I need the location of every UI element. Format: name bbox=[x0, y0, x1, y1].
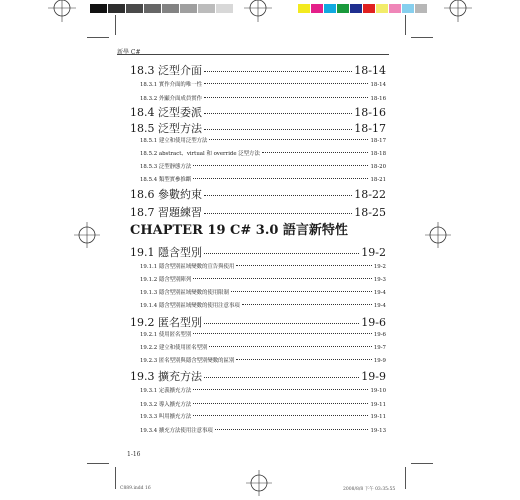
toc-entry-label: 18.4 泛型委派 bbox=[130, 106, 202, 119]
toc-leader-dots bbox=[236, 359, 372, 360]
toc-entry-label: 19.1 隱含型別 bbox=[130, 246, 202, 259]
toc-subsection-entry bbox=[130, 94, 386, 102]
toc-entry-page: 19-7 bbox=[373, 345, 386, 351]
toc-entry-label: 18.3.1 實作介面的唯一性 bbox=[140, 82, 202, 88]
toc-subsection-entry bbox=[130, 136, 386, 144]
registration-mark-top-center-icon bbox=[244, 0, 272, 22]
crop-mark bbox=[405, 15, 406, 35]
toc-entry-label: 19.1.2 隱含型別陣列 bbox=[140, 277, 192, 283]
toc-entry-page: 19-4 bbox=[373, 290, 386, 296]
toc-section-entry bbox=[130, 204, 386, 220]
toc-entry-page: 19-9 bbox=[373, 358, 386, 364]
toc-entry-page: 18-21 bbox=[370, 177, 386, 183]
registration-mark-top-left-icon bbox=[48, 0, 76, 22]
color-swatch bbox=[311, 4, 323, 13]
toc-entry-page: 19-6 bbox=[361, 316, 386, 329]
toc-entry-label: 19.2 匿名型別 bbox=[130, 316, 202, 329]
toc-entry-page: 19-6 bbox=[373, 332, 386, 338]
crop-mark bbox=[411, 37, 433, 38]
toc-entry-label: 19.3.4 擴充方法使用注意事項 bbox=[140, 428, 213, 434]
toc-section-entry bbox=[130, 314, 386, 330]
gray-swatch bbox=[90, 4, 107, 13]
toc-entry-label: 18.5.1 建立和使用泛型方法 bbox=[140, 138, 208, 144]
toc-section-18 bbox=[130, 62, 386, 220]
toc-entry-page: 19-2 bbox=[361, 246, 386, 259]
toc-entry-label: 19.3.2 導入擴充方法 bbox=[140, 402, 192, 408]
toc-entry-label: 19.3.1 定義擴充方法 bbox=[140, 388, 192, 394]
toc-leader-dots bbox=[193, 178, 368, 179]
toc-entry-label: 19.1.3 隱含型別區域變數的使用限制 bbox=[140, 290, 229, 296]
color-swatch bbox=[402, 4, 414, 13]
toc-section-19 bbox=[130, 244, 386, 444]
toc-leader-dots bbox=[209, 346, 371, 347]
toc-entry-page: 18-22 bbox=[354, 188, 386, 201]
toc-subsection-entry bbox=[130, 149, 386, 157]
running-header: 新學 C# bbox=[117, 49, 141, 56]
toc-subsection-entry bbox=[130, 343, 386, 351]
gray-swatch bbox=[162, 4, 179, 13]
toc-leader-dots bbox=[209, 139, 368, 140]
toc-section-entry bbox=[130, 104, 386, 120]
toc-entry-page: 18-16 bbox=[370, 96, 386, 102]
color-swatch bbox=[376, 4, 388, 13]
toc-entry-page: 19-9 bbox=[361, 370, 386, 383]
toc-entry-label: 19.1.1 隱含型別區域變數的宣告與使用 bbox=[140, 264, 235, 270]
header-rule bbox=[117, 54, 389, 55]
crop-mark bbox=[87, 37, 109, 38]
toc-leader-dots bbox=[204, 377, 359, 378]
color-swatch bbox=[350, 4, 362, 13]
toc-section-entry bbox=[130, 186, 386, 202]
color-swatch bbox=[389, 4, 401, 13]
toc-leader-dots bbox=[262, 152, 369, 153]
toc-subsection-entry bbox=[130, 426, 386, 434]
gray-swatch bbox=[216, 4, 233, 13]
toc-entry-label: 18.5.3 泛型靜態方法 bbox=[140, 164, 192, 170]
toc-leader-dots bbox=[236, 265, 372, 266]
date-slug: 2008/8/8 下午 03:35:55 bbox=[343, 487, 396, 492]
toc-leader-dots bbox=[204, 83, 368, 84]
toc-entry-page: 18-17 bbox=[370, 138, 386, 144]
toc-entry-label: 19.1.4 隱含型別區域變數的使用注意事項 bbox=[140, 303, 240, 309]
toc-leader-dots bbox=[204, 195, 352, 196]
toc-leader-dots bbox=[193, 389, 368, 390]
registration-mark-top-right-icon bbox=[444, 0, 472, 22]
toc-entry-page: 19-11 bbox=[370, 414, 386, 420]
color-swatch bbox=[415, 4, 427, 13]
toc-subsection-entry bbox=[130, 301, 386, 309]
toc-entry-page: 18-14 bbox=[370, 82, 386, 88]
toc-subsection-entry bbox=[130, 386, 386, 394]
gray-swatch bbox=[126, 4, 143, 13]
color-swatch bbox=[363, 4, 375, 13]
toc-subsection-entry bbox=[130, 356, 386, 364]
toc-entry-label: 19.2.3 匿名型別與隱含型別變數的區別 bbox=[140, 358, 235, 364]
registration-mark-left-icon bbox=[74, 222, 100, 248]
toc-entry-label: 18.3 泛型介面 bbox=[130, 64, 202, 77]
toc-subsection-entry bbox=[130, 400, 386, 408]
crop-mark bbox=[115, 467, 116, 489]
toc-entry-label: 18.6 參數約束 bbox=[130, 188, 202, 201]
gray-swatch bbox=[180, 4, 197, 13]
toc-leader-dots bbox=[204, 253, 359, 254]
toc-leader-dots bbox=[193, 415, 368, 416]
crop-mark bbox=[405, 467, 406, 489]
toc-entry-label: 19.2.1 使用匿名型別 bbox=[140, 332, 192, 338]
toc-subsection-entry bbox=[130, 262, 386, 270]
toc-subsection-entry bbox=[130, 162, 386, 170]
toc-subsection-entry bbox=[130, 175, 386, 183]
toc-entry-label: 18.5 泛型方法 bbox=[130, 122, 202, 135]
toc-leader-dots bbox=[231, 291, 372, 292]
toc-entry-label: 19.3.3 叫用擴充方法 bbox=[140, 414, 192, 420]
toc-leader-dots bbox=[204, 113, 352, 114]
toc-leader-dots bbox=[193, 278, 372, 279]
toc-entry-page: 18-18 bbox=[370, 151, 386, 157]
gray-swatch bbox=[108, 4, 125, 13]
toc-leader-dots bbox=[193, 165, 368, 166]
toc-subsection-entry bbox=[130, 330, 386, 338]
toc-entry-page: 19-13 bbox=[370, 428, 386, 434]
toc-leader-dots bbox=[204, 323, 359, 324]
registration-mark-bottom-center-icon bbox=[246, 470, 272, 496]
toc-entry-page: 18-16 bbox=[354, 106, 386, 119]
toc-subsection-entry bbox=[130, 412, 386, 420]
toc-leader-dots bbox=[204, 213, 352, 214]
color-swatch bbox=[337, 4, 349, 13]
toc-entry-label: 19.3 擴充方法 bbox=[130, 370, 202, 383]
toc-leader-dots bbox=[215, 429, 369, 430]
chapter-heading: CHAPTER 19 C# 3.0 語言新特性 bbox=[130, 223, 348, 238]
toc-entry-label: 19.2.2 建立和使用匿名型別 bbox=[140, 345, 208, 351]
crop-mark bbox=[411, 463, 433, 464]
toc-entry-page: 18-14 bbox=[354, 64, 386, 77]
toc-subsection-entry bbox=[130, 80, 386, 88]
crop-mark bbox=[87, 463, 109, 464]
toc-leader-dots bbox=[193, 333, 372, 334]
toc-entry-label: 18.5.4 類型實參推斷 bbox=[140, 177, 192, 183]
toc-entry-page: 19-11 bbox=[370, 402, 386, 408]
toc-entry-page: 19-3 bbox=[373, 277, 386, 283]
gray-swatch bbox=[144, 4, 161, 13]
toc-leader-dots bbox=[193, 403, 368, 404]
file-slug: C889.indd 16 bbox=[120, 486, 151, 491]
toc-leader-dots bbox=[204, 71, 352, 72]
toc-entry-page: 19-4 bbox=[373, 303, 386, 309]
toc-entry-label: 18.3.2 外顯介面成員實作 bbox=[140, 96, 202, 102]
toc-entry-page: 19-2 bbox=[373, 264, 386, 270]
crop-mark bbox=[115, 15, 116, 35]
toc-entry-label: 18.7 習題練習 bbox=[130, 206, 202, 219]
color-swatch bbox=[298, 4, 310, 13]
page-number: 1-16 bbox=[127, 451, 141, 458]
toc-leader-dots bbox=[204, 97, 368, 98]
gray-swatch bbox=[198, 4, 215, 13]
toc-entry-label: 18.5.2 abstract、virtual 和 override 泛型方法 bbox=[140, 151, 260, 157]
toc-entry-page: 18-17 bbox=[354, 122, 386, 135]
toc-subsection-entry bbox=[130, 275, 386, 283]
toc-entry-page: 18-20 bbox=[370, 164, 386, 170]
toc-subsection-entry bbox=[130, 288, 386, 296]
toc-section-entry bbox=[130, 62, 386, 78]
toc-leader-dots bbox=[242, 304, 372, 305]
toc-section-entry bbox=[130, 244, 386, 260]
toc-leader-dots bbox=[204, 129, 352, 130]
color-swatch bbox=[324, 4, 336, 13]
toc-section-entry bbox=[130, 120, 386, 136]
toc-entry-page: 19-10 bbox=[370, 388, 386, 394]
registration-mark-right-icon bbox=[425, 222, 451, 248]
toc-entry-page: 18-25 bbox=[354, 206, 386, 219]
toc-section-entry bbox=[130, 368, 386, 384]
